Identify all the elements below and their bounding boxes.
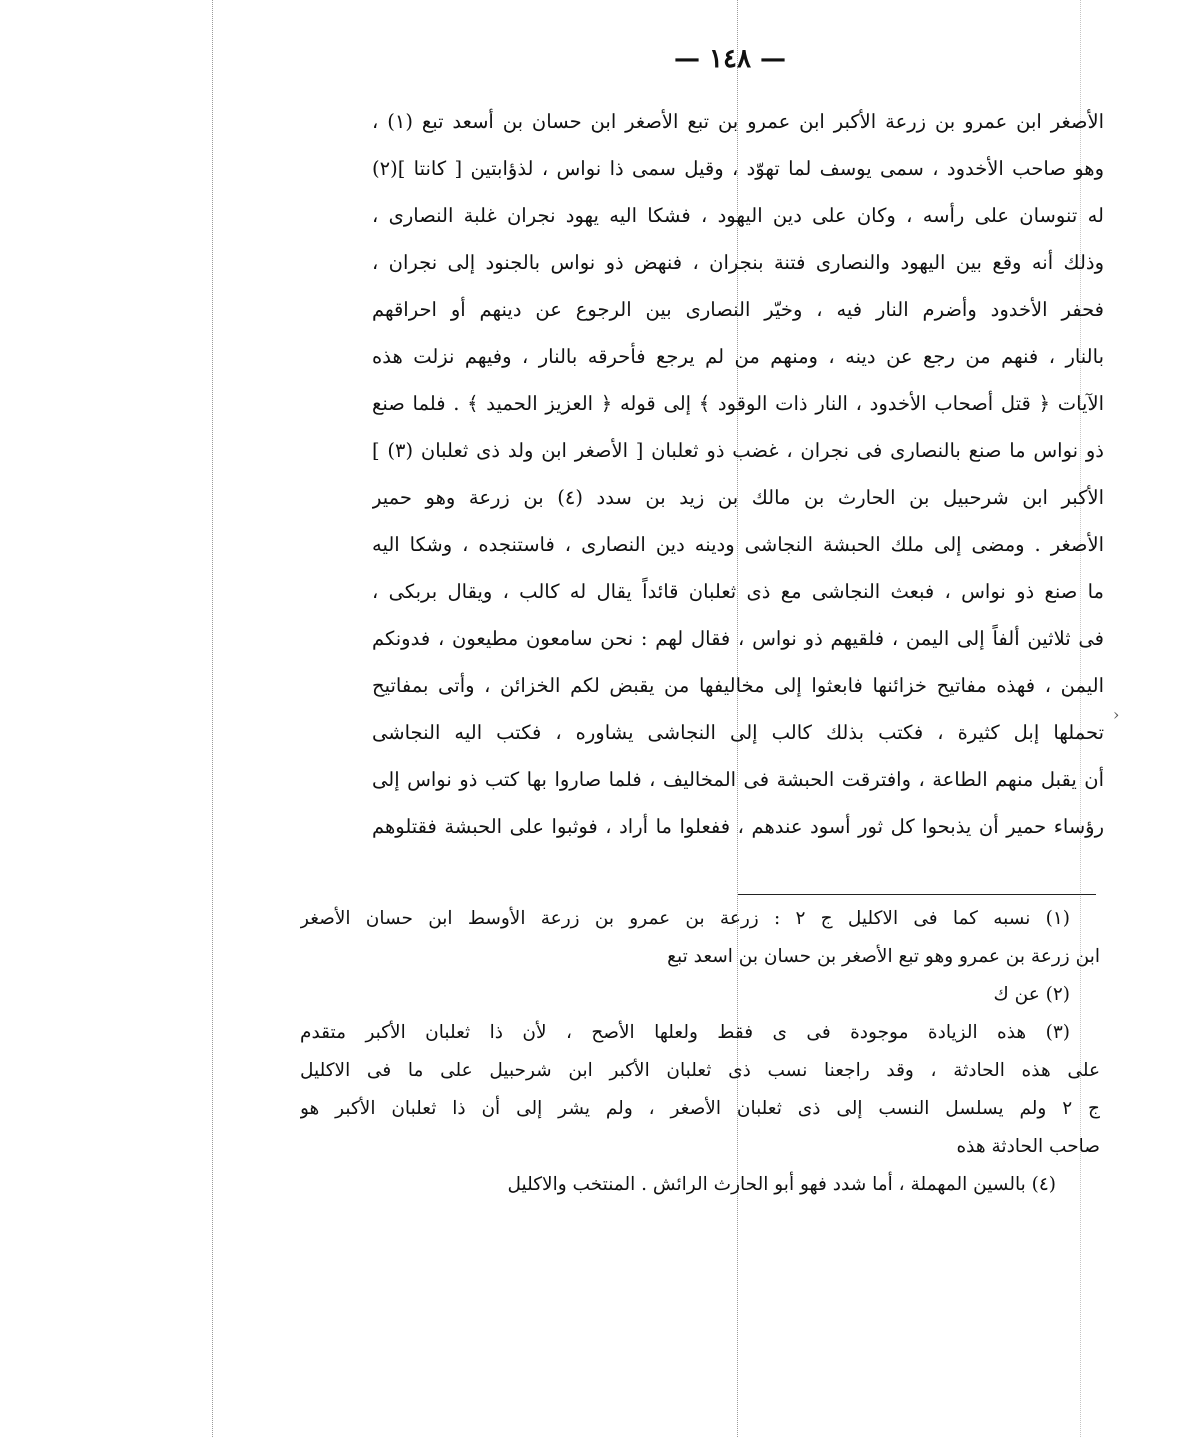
text-line: اليمن ، فهذه مفاتيح خزائنها فابعثوا إلى مخاليفها من يقبض لكم الخزائن ، وأتى بمفاتيح bbox=[372, 674, 1104, 697]
footnote-line: (٣) هذه الزيادة موجودة فى ى فقط ولعلها الأصح ، لأن ذا ثعلبان الأكبر متقدم bbox=[300, 1022, 1070, 1043]
footnote-line: صاحب الحادثة هذه bbox=[956, 1136, 1100, 1157]
text-line: رؤساء حمير أن يذبحوا كل ثور أسود عندهم ، ففعلوا ما أراد ، فوثبوا على الحبشة فقتلوهم bbox=[372, 815, 1104, 838]
text-line: وذلك أنه وقع بين اليهود والنصارى فتنة بنجران ، فنهض ذو نواس بالجنود إلى نجران ، bbox=[372, 251, 1104, 274]
text-line: بالنار ، فنهم من رجع عن دينه ، ومنهم من لم يرجع فأحرقه بالنار ، وفيهم نزلت هذه bbox=[372, 345, 1104, 368]
footnote-line: ج ٢ ولم يسلسل النسب إلى ذى ثعلبان الأصغر ، ولم يشر إلى أن ذا ثعلبان الأكبر هو bbox=[300, 1098, 1100, 1119]
main-text bbox=[372, 98, 1104, 850]
footnote-line: (١) نسبه كما فى الاكليل ج ٢ : زرعة بن عمرو بن زرعة الأوسط ابن حسان الأصغر bbox=[300, 908, 1071, 929]
text-line: الآيات ﴿ قتل أصحاب الأخدود ، النار ذات الوقود ﴾ إلى قوله ﴿ العزيز الحميد ﴾ . فلما صنع bbox=[372, 392, 1104, 415]
margin-mark: › bbox=[1113, 705, 1120, 724]
footnote-line: على هذه الحادثة ، وقد راجعنا نسب ذى ثعلبان الأكبر ابن شرحبيل على ما فى الاكليل bbox=[300, 1060, 1100, 1081]
text-line: فحفر الأخدود وأضرم النار فيه ، وخيّر النصارى بين الرجوع عن دينهم أو احراقهم bbox=[372, 298, 1104, 321]
footnote-line: ابن زرعة بن عمرو وهو تبع الأصغر بن حسان بن اسعد تبع bbox=[667, 946, 1100, 967]
text-line: ذو نواس ما صنع بالنصارى فى نجران ، غضب ذو ثعلبان [ الأصغر ابن ولد ذى ثعلبان (٣) ] bbox=[372, 439, 1104, 462]
footnotes bbox=[300, 900, 1100, 1204]
footnote-line: (٢) عن ك bbox=[993, 984, 1070, 1005]
text-line: تحملها إبل كثيرة ، فكتب بذلك كالب إلى النجاشى يشاوره ، فكتب اليه النجاشى bbox=[372, 721, 1104, 744]
text-line: له تنوسان على رأسه ، وكان على دين اليهود ، فشكا اليه يهود نجران غلبة النصارى ، bbox=[372, 204, 1104, 227]
footnote-line: (٤) بالسين المهملة ، أما شدد فهو أبو الحارث الرائش . المنتخب والاكليل bbox=[507, 1174, 1056, 1195]
margin-guide-left bbox=[212, 0, 213, 1437]
text-line: وهو صاحب الأخدود ، سمى يوسف لما تهوّد ، وقيل سمى ذا نواس ، لذؤابتين [ كانتا ](٢) bbox=[372, 157, 1104, 180]
text-line: ما صنع ذو نواس ، فبعث النجاشى مع ذى ثعلبان قائداً يقال له كالب ، ويقال بربكى ، bbox=[372, 580, 1104, 603]
text-line: فى ثلاثين ألفاً إلى اليمن ، فلقيهم ذو نواس ، فقال لهم : نحن سامعون مطيعون ، فدونكم bbox=[372, 627, 1104, 650]
text-line: الأكبر ابن شرحبيل بن الحارث بن مالك بن زيد بن سدد (٤) بن زرعة وهو حمير bbox=[372, 486, 1104, 509]
text-line: الأصغر . ومضى إلى ملك الحبشة النجاشى ودينه دين النصارى ، فاستنجده ، وشكا اليه bbox=[372, 533, 1104, 556]
text-line: أن يقبل منهم الطاعة ، وافترقت الحبشة فى المخاليف ، فلما صاروا بها كتب ذو نواس إلى bbox=[372, 768, 1104, 791]
footnote-separator bbox=[738, 894, 1096, 895]
text-line: الأصغر ابن عمرو بن زرعة الأكبر ابن عمرو بن تبع الأصغر ابن حسان بن أسعد تبع (١) ، bbox=[372, 110, 1104, 133]
page-number: — ١٤٨ — bbox=[673, 44, 787, 74]
